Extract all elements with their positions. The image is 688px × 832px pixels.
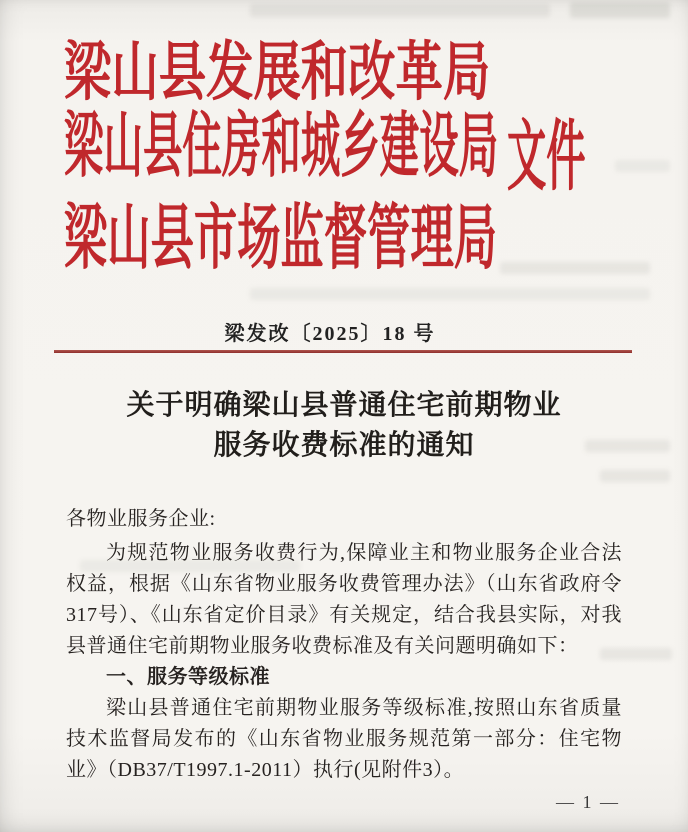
body-paragraph-2: 梁山县普通住宅前期物业服务等级标准,按照山东省质量技术监督局发布的《山东省物业服务规范第一部分：住宅物业》（DB37/T1997.1-2011）执行(见附件3）。 — [66, 697, 622, 781]
bleed-through-artifact — [250, 288, 650, 300]
letterhead-agency-line-2: 梁山县住房和城乡建设局 — [64, 108, 499, 186]
letterhead-doc-type-label: 文件 — [507, 114, 586, 200]
letterhead-agency-line-1: 梁山县发展和改革局 — [64, 37, 491, 108]
document-title-line-2: 服务收费标准的通知 — [213, 430, 475, 461]
page-number: — 1 — — [556, 792, 620, 812]
section-heading-1: 一、服务等级标准 — [106, 666, 270, 688]
red-separator-rule — [54, 350, 632, 353]
bleed-through-artifact — [500, 262, 650, 274]
body-paragraph-1: 为规范物业服务收费行为,保障业主和物业服务企业合法权益，根据《山东省物业服务收费管理办法》（山东省政府令317号）、《山东省定价目录》有关规定，结合我县实际，对我县普通住宅前期物业服务收费标准及有关问题明确如下： — [66, 542, 622, 657]
bleed-through-artifact — [600, 470, 670, 482]
document-reference-number: 梁发改〔2025〕18 号 — [224, 323, 436, 345]
bleed-through-artifact — [250, 4, 550, 17]
letterhead-agency-line-3: 梁山县市场监督管理局 — [64, 200, 498, 278]
salutation: 各物业服务企业: — [66, 508, 216, 530]
document-title-line-1: 关于明确梁山县普通住宅前期物业 — [126, 390, 562, 421]
document-title — [6, 386, 682, 466]
document-body — [66, 504, 622, 786]
bleed-through-artifact — [615, 160, 670, 172]
bleed-through-artifact — [570, 2, 670, 18]
